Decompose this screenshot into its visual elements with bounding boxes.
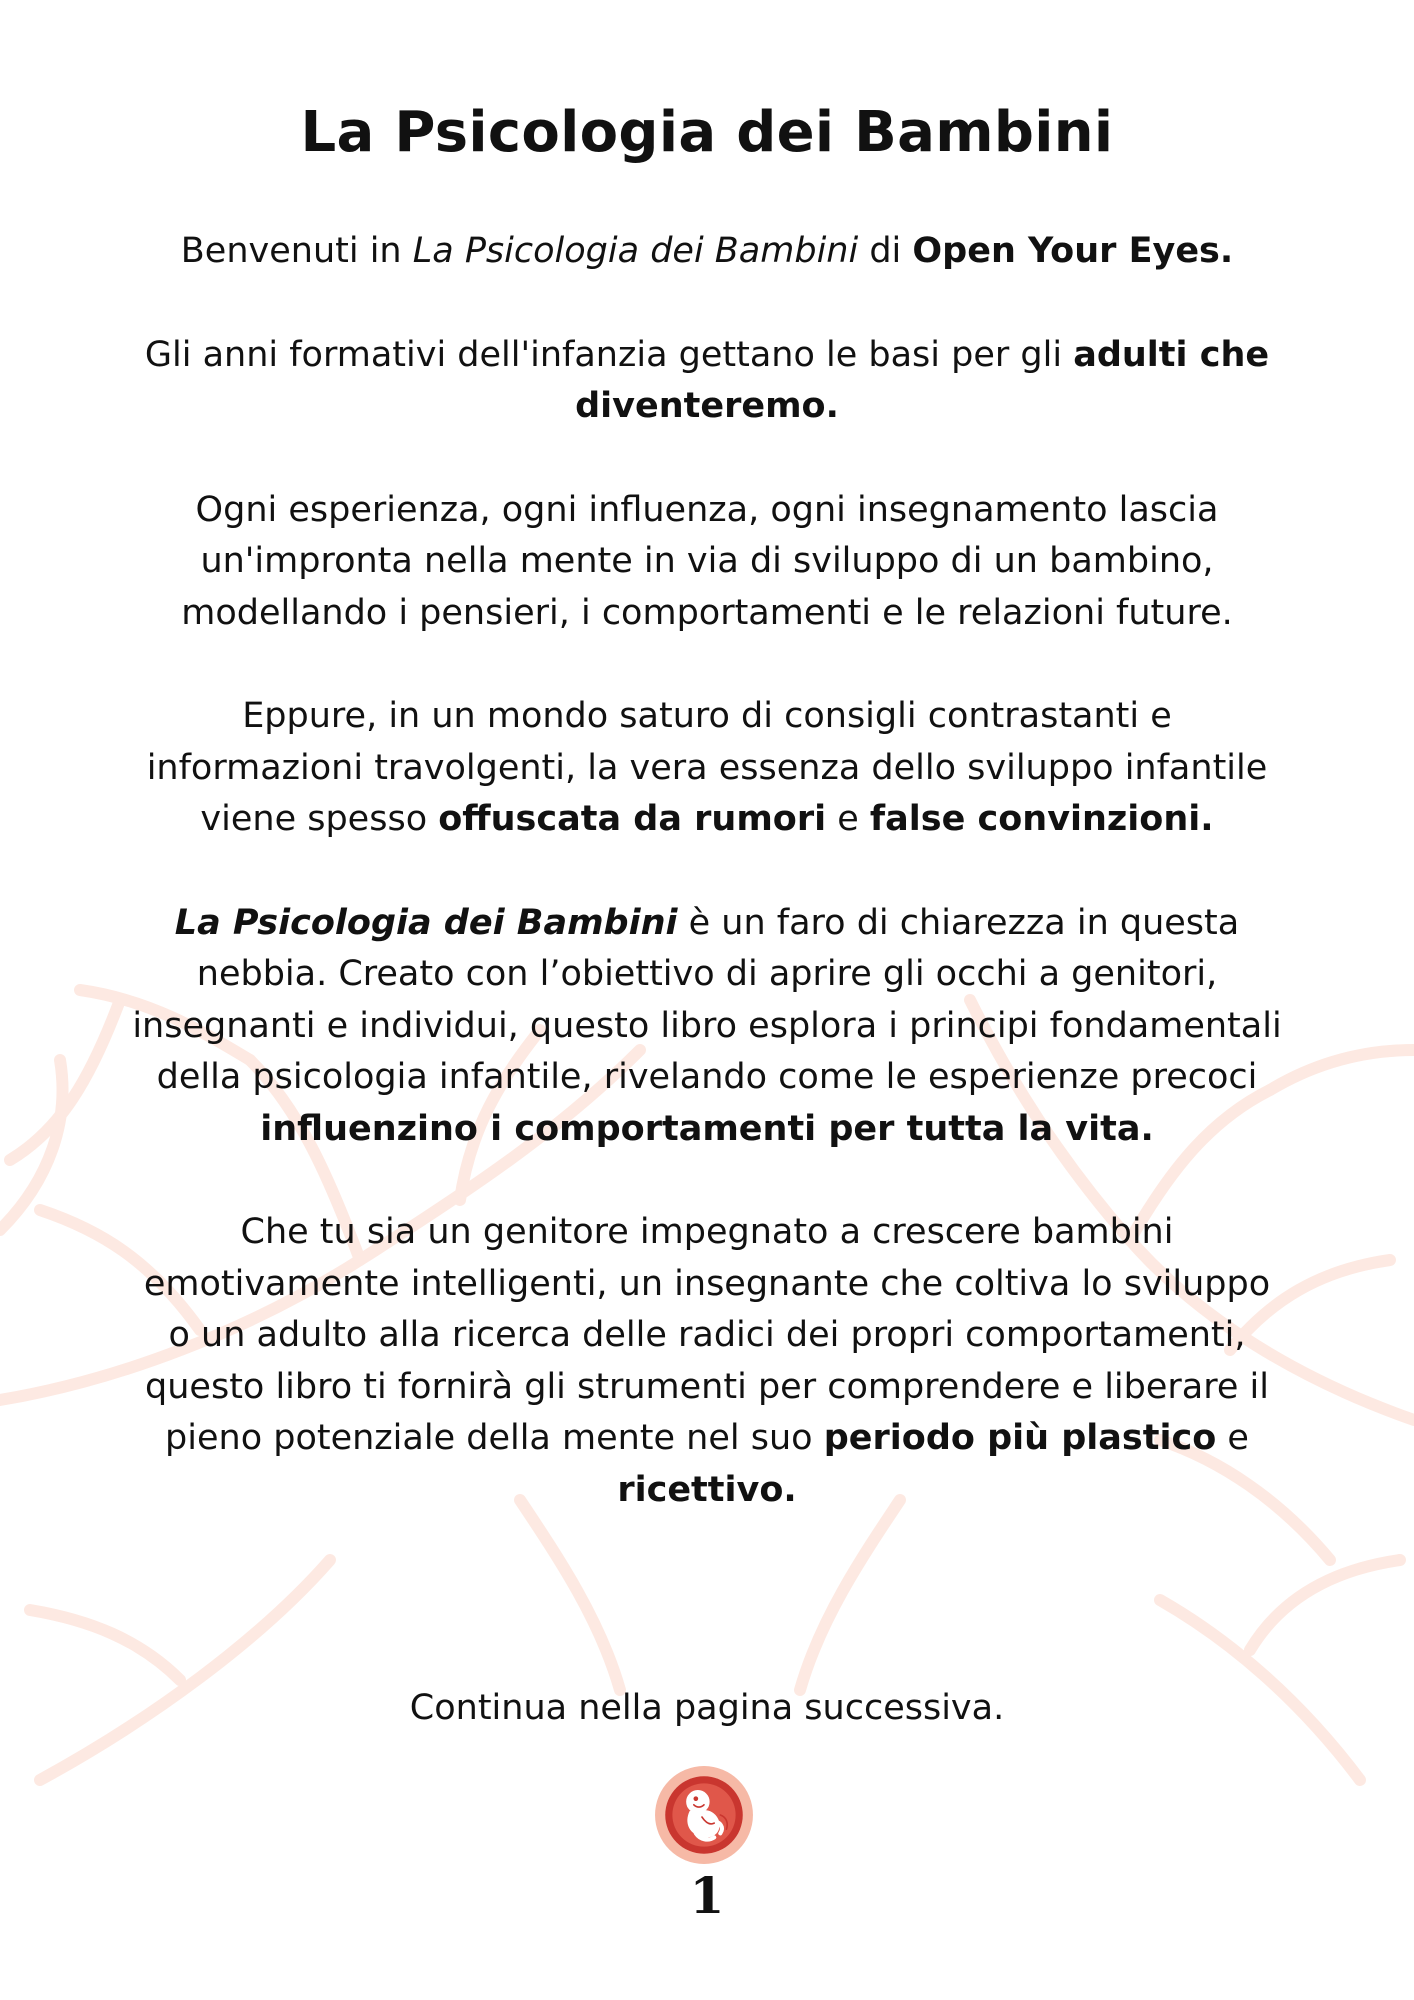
paragraph-3-text: Eppure, in un mondo saturo di consigli contrastanti e informazioni travolgenti, la vera essenza dello sviluppo infantile viene spesso (146, 696, 1268, 839)
continue-note: Continua nella pagina successiva. (409, 1688, 1005, 1728)
paragraph-1-text: Gli anni formativi dell'infanzia gettano le basi per gli (144, 334, 1074, 375)
embryo-logo-icon (653, 1764, 755, 1866)
intro-prefix: Benvenuti in (180, 231, 413, 271)
paragraph-4-text: è un faro di chiarezza in questa nebbia. Creato con l’obiettivo di aprire gli occhi a genitori, insegnanti e individui, questo libro esplora i principi fondamentali della psicologia infantile, rivelando come le esperienze precoci (132, 902, 1282, 1097)
paragraph-5-bold-1: periodo più plastico (823, 1418, 1217, 1458)
intro-paragraph (130, 226, 1284, 278)
page-title: La Psicologia dei Bambini (300, 100, 1114, 165)
body-text (130, 226, 1284, 1568)
paragraph-3-joiner: e (826, 799, 870, 839)
paragraph-3-bold-1: offuscata da rumori (438, 799, 827, 839)
paragraph-4-bold: influenzino i comportamenti per tutta la vita. (260, 1108, 1154, 1149)
intro-middle: di (858, 231, 913, 271)
paragraph-1-bold: adulti che diventeremo. (575, 334, 1270, 426)
paragraph-1 (130, 330, 1284, 433)
paragraph-4 (130, 898, 1284, 1156)
paragraph-5-bold-2: ricettivo. (617, 1469, 797, 1510)
intro-book-title: La Psicologia dei Bambini (412, 231, 859, 271)
paragraph-5-text: Che tu sia un genitore impegnato a crescere bambini emotivamente intelligenti, un insegnante che coltiva lo sviluppo o un adulto alla ricerca delle radici dei propri comportamenti, questo libro ti fornirà gli strumenti per comprendere e liberare il pieno potenziale della mente nel suo (143, 1212, 1271, 1458)
paragraph-4-lead: La Psicologia dei Bambini (174, 902, 678, 943)
intro-brand: Open Your Eyes. (912, 231, 1234, 271)
paragraph-2 (130, 485, 1284, 640)
paragraph-2-text: Ogni esperienza, ogni influenza, ogni insegnamento lascia un'impronta nella mente in via di sviluppo di un bambino, modellando i pensieri, i comportamenti e le relazioni future. (181, 489, 1233, 633)
paragraph-3 (130, 691, 1284, 846)
paragraph-3-bold-2: false convinzioni. (869, 799, 1214, 839)
paragraph-5-joiner: e (1216, 1418, 1249, 1458)
paragraph-5 (130, 1207, 1284, 1516)
page-number: 1 (689, 1866, 725, 1925)
